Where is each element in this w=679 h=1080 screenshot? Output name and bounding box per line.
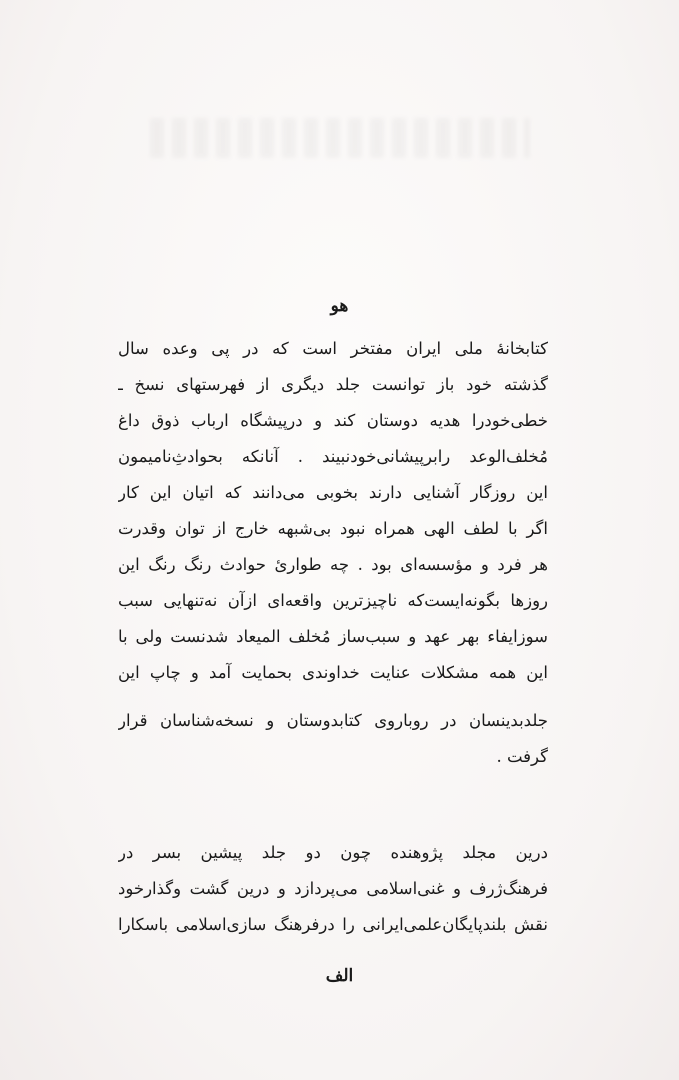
bleed-through-text [150, 118, 530, 158]
text-line: سوزایفاء بهر عهد و سبب‌ساز مُخلف المیعاد شدنست ولی با [118, 627, 548, 646]
text-line: این روزگار آشنایی دارند بخوبی می‌دانند که اتیان این کار [118, 483, 548, 502]
page-heading: هو [330, 296, 349, 316]
text-line: فرهنگ‌ژرف و غنی‌اسلامی می‌پردازد و درین گشت وگذارخود [118, 879, 548, 898]
text-line: کتابخانهٔ ملی ایران مفتخر است که در پی وعده سال [118, 339, 548, 358]
text-line: جلدبدینسان در روباروی کتابدوستان و نسخه‌شناسان قرار [118, 711, 548, 730]
text-line: اگر با لطف الهی همراه نبود بی‌شبهه خارج از توان وقدرت [118, 519, 548, 538]
text-line: گرفت . [496, 747, 548, 766]
paragraph-2 [118, 838, 548, 948]
page-number: الف [325, 966, 354, 986]
text-line: درین مجلد پژوهنده چون دو جلد پیشین بسر در [118, 843, 548, 862]
text-line: مُخلف‌الوعد رابرپیشانی‌خودنبیند . آنانکه بحوادث‌ِناميمون [118, 447, 548, 466]
paragraph-1 [118, 334, 548, 694]
text-line: گذشته خود باز توانست جلد دیگری از فهرستهای نسخ ـ [118, 375, 548, 394]
text-line: نقش بلندپایگان‌علمی‌ایرانی را درفرهنگ سازی‌اسلامی باسکارا [118, 915, 548, 934]
text-line: هر فرد و مؤسسه‌ای بود . چه طوارئ حوادث رنگ رنگ این [118, 555, 548, 574]
text-line: این همه مشکلات عنایت خداوندی بحمایت آمد و چاپ این [118, 663, 548, 682]
paragraph-1-continued [118, 694, 548, 804]
text-line: خطی‌خودرا هدیه دوستان کند و درپیشگاه ارباب ذوق داغ [118, 411, 548, 430]
text-line: روزها بگونه‌ایست‌که ناچیزترین واقعه‌ای ازآن نه‌تنهایی سبب [118, 591, 548, 610]
